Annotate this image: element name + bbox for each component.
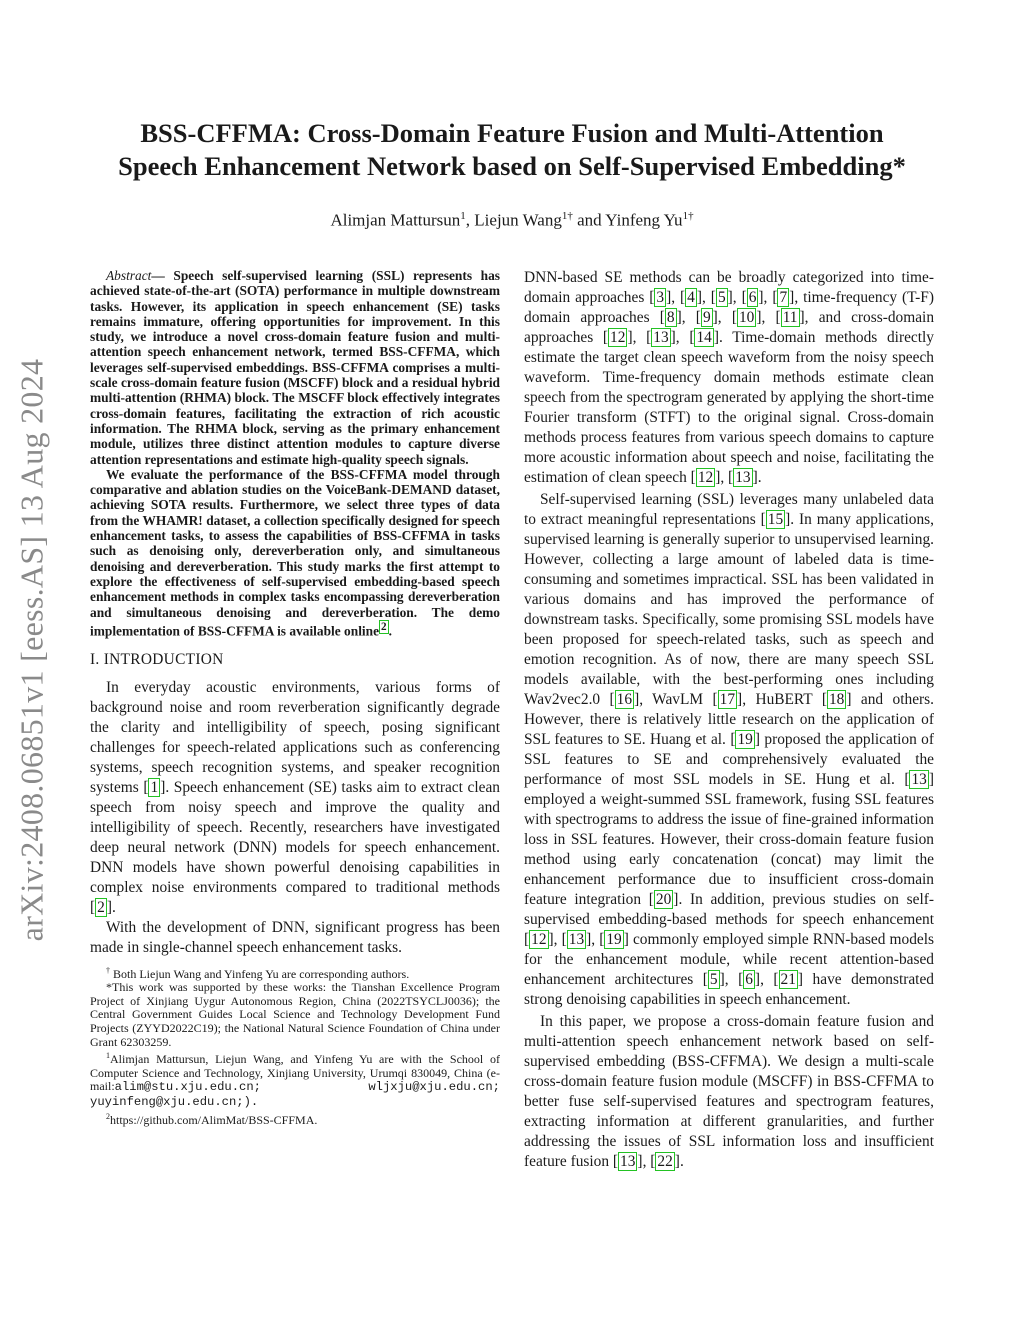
sep: , — [642, 1153, 651, 1170]
intro-paragraph-2: With the development of DNN, significant progress has been made in single-channel speech enhancement tasks. — [90, 918, 500, 956]
text: employed a weight-summed SSL framework, fusing SSL features with spectrograms to address the issue of fine-grained information loss in SSL features. However, their cross-domain feature fusion method using early concatenation (concat) may limit the enhancement performance due to insufficient cross-domain feature integration — [524, 791, 934, 908]
citation-link[interactable]: 13 — [568, 931, 585, 948]
citation-link[interactable]: 22 — [657, 1153, 673, 1170]
citation-link[interactable]: 14 — [696, 329, 712, 346]
author-2: , Liejun Wang — [465, 210, 562, 230]
sep: , — [717, 309, 732, 326]
citation-link[interactable]: 9 — [702, 309, 711, 326]
citation-link[interactable]: 3 — [656, 289, 665, 306]
section-heading-introduction: I. INTRODUCTION — [90, 650, 224, 668]
citation-link[interactable]: 21 — [780, 971, 796, 988]
github-link[interactable]: https://github.com/AlimMat/BSS-CFFMA. — [110, 1112, 318, 1127]
sep: , — [761, 309, 776, 326]
citation-link[interactable]: 7 — [779, 289, 788, 306]
body-paragraph-ssl: Self-supervised learning (SSL) leverages many unlabeled data to extract meaningful representations [ 15 ]. In many applications, supervised learning is generally superior to unsupervised learning. However, collecting a large amount of labeled data is time-consuming and sometimes impractical. SSL has been validated in various domains and has improved the performance of downstream tasks. Specifically, some promising SSL models have been proposed for speech-related tasks, such as speech and emotion recognition. As of now, there are many speech SSL models available, with the best-performing ones including Wav2vec2.0 [ 16 ], WavLM [ 17 ], HuBERT [ 18 ] and others. However, there is relatively little research on the application of SSL features to SE. Huang et al. [ 19 ] proposed the application of SSL features to SE and comprehensively evaluated the performance of most SSL models in SE. Hung et al. [ 13 ] employed a weight-summed SSL framework, fusing SSL features with spectrograms to address the issue of fine-grained information loss in SSL features. However, their cross-domain feature fusion method using early concatenation (concat) may limit the enhancement performance due to insufficient cross-domain feature integration [ 20 ]. In addition, previous studies on self-supervised embedding-based methods for speech enhancement [ 12 ], [ 13 ], [ 19 ] commonly employed simple RNN-based models for the enhancement module, while recent attention-based enhancement architectures [ 5 ], [ 6 ], [ 21 ] have demonstrated strong denoising capabilities in speech enhancement. — [524, 491, 934, 1008]
arxiv-identifier[interactable]: arXiv:2408.06851v1 [eess.AS] 13 Aug 2024 — [13, 358, 50, 942]
footnote-corresponding — [90, 964, 500, 982]
citation-link[interactable]: 4 — [687, 289, 695, 306]
text: Alimjan Mattursun, Liejun Wang, and Yinfeng Yu are with the School of Computer Science and Technology, Xinjiang University, Urumqi 830049, China (e-mail: — [90, 1052, 500, 1094]
footnote-link-2[interactable]: 2 — [381, 620, 387, 633]
citation-link[interactable]: 13 — [911, 771, 927, 788]
citation-link[interactable]: 6 — [748, 289, 757, 306]
footnote-url — [90, 1110, 500, 1128]
email-addresses[interactable]: alim@stu.xju.edu.cn; wljxju@xju.edu.cn; yuyinfeng@xju.edu.cn;). — [90, 1080, 500, 1109]
text: . In addition, previous studies on self-supervised embedding-based methods for speech enhancement — [524, 891, 934, 928]
footnote-mark: 1 — [106, 1051, 110, 1061]
intro-paragraph-1: In everyday acoustic environments, various forms of background noise and room reverberation significantly degrade the clarity and intelligibility of speech, posing significant challenges for speech-related applications such as conferencing systems, speech recognition systems, and speaker recognition systems [ 1 ]. Speech enhancement (SE) tasks aim to extract clean speech from noisy speech and improve the quality and intelligibility of speech. Recently, researchers have investigated deep neural network (DNN) models for speech enhancement. DNN models have shown powerful denoising capabilities in complex noise environments compared to traditional methods [ 2 ]. — [90, 678, 500, 916]
sep: , — [720, 469, 729, 486]
text: , and cross-domain approaches — [524, 309, 935, 346]
citation-link[interactable]: 18 — [828, 691, 845, 708]
citation-link[interactable]: 15 — [767, 511, 784, 528]
text: . In many applications, supervised learning is generally superior to unsupervised learning. However, collecting a large amount of labeled data is time-consuming and sometimes impractical. SSL has been validated in various domains and has improved the performance of downstream tasks. Specifically, some promising SSL models have been proposed for speech-related tasks, such as speech and emotion recognition. As of now, there are many speech SSL models available, with the best-performing ones including Wav2vec2.0 — [524, 511, 934, 708]
text: , HuBERT — [742, 691, 822, 708]
text: . — [111, 898, 116, 916]
text: . — [757, 469, 762, 486]
text: proposed the application of SSL features to SE and comprehensively evaluated the performance of most SSL models in SE. Hung et al. — [524, 731, 934, 788]
citation-link[interactable]: 13 — [735, 469, 751, 486]
body-paragraph-proposal: In this paper, we propose a cross-domain feature fusion and multi-attention speech enhancement network based on self-supervised embedding (BSS-CFFMA). We design a multi-scale cross-domain feature fusion module (MSCFF) in BSS-CFFMA to better fuse self-supervised features and spectrogram features, extracting information at different granularities, and further addressing the issues of SSL information loss and insufficient feature fusion [ 13 ], [ 22 ]. — [524, 1013, 934, 1170]
sep: , — [763, 289, 773, 306]
text: and others. However, there is relatively little research on the application of SSL features to SE. Huang et al. — [524, 691, 934, 748]
citation-link[interactable]: 8 — [666, 309, 675, 326]
author-1: Alimjan Mattursun — [330, 210, 461, 230]
citation-link[interactable]: 6 — [745, 971, 753, 988]
citation-link[interactable]: 17 — [719, 691, 736, 708]
citation-link[interactable]: 13 — [653, 329, 669, 346]
author-2-affiliation: 1† — [561, 210, 573, 222]
dagger: † — [106, 965, 110, 975]
text: In this paper, we propose a cross-domain feature fusion and multi-attention speech enhancement network based on self-supervised embedding (BSS-CFFMA). We design a multi-scale cross-domain feature fusion module (MSCFF) in BSS-CFFMA to better fuse self-supervised features and spectrogram features, extracting information at different granularities, and further addressing the issues of SSL information loss and insufficient feature fusion — [524, 1013, 934, 1170]
sep: , — [724, 971, 739, 988]
right-column — [524, 268, 934, 1172]
abstract-text-2: We evaluate the performance of the BSS-CFFMA model through comparative and ablation studies on the VoiceBank-DEMAND dataset, achieving SOTA results. Furthermore, we select three types of data from the WHAMR! dataset, a collection specifically designed for speech enhancement tasks, to assess the capabilities of BSS-CFFMA in tasks such as denoising only, dereverberation only, and simultaneous denoising and dereverberation. This study marks the first attempt to explore the effectiveness of self-supervised embedding-based speech enhancement methods in complex tasks encompassing dereverberation and simultaneous denoising and dereverberation. The demo implementation of BSS-CFFMA is available online — [90, 466, 500, 639]
abstract-dash: — — [151, 268, 174, 283]
abstract-label: Abstract — [106, 268, 152, 283]
sep: , — [553, 931, 562, 948]
text: , WavLM — [639, 691, 713, 708]
footnotes — [90, 964, 500, 1128]
citation-link[interactable]: 5 — [717, 289, 726, 306]
citation-link[interactable]: 1 — [150, 778, 159, 796]
citation-link[interactable]: 10 — [738, 309, 755, 326]
citation-link[interactable]: 12 — [610, 329, 626, 346]
paper-title — [100, 117, 924, 183]
abstract-paragraph-2 — [90, 467, 500, 639]
text: . Time-domain methods directly estimate the target clean speech waveform from the noisy speech waveform. Time-frequency domain methods estimate clean speech from the spectrogram generated by applying the short-time Fourier transform (STFT) to the original signal. Cross-domain methods process features from various speech domains to capture more acoustic information about speech and noise, facilitating the estimation of clean speech — [524, 329, 934, 486]
citation-link[interactable]: 19 — [606, 931, 622, 948]
sep: , — [671, 289, 681, 306]
period: . — [388, 623, 392, 639]
sep: , — [732, 289, 742, 306]
sep: , — [681, 309, 696, 326]
footnote-mark: 2 — [106, 1111, 110, 1121]
author-1-affiliation: 1 — [460, 210, 466, 222]
citation-link[interactable]: 2 — [97, 898, 105, 916]
sep: , — [760, 971, 774, 988]
text: . Speech enhancement (SE) tasks aim to extract clean speech from noisy speech and improve the quality and intelligibility of speech. Recently, researchers have investigated deep neural network (DNN) models for speech enhancement. DNN models have shown powerful denoising capabilities in complex noise environments compared to traditional methods — [90, 778, 500, 896]
left-column — [90, 268, 500, 1127]
text: Self-supervised learning (SSL) leverages many unlabeled data to extract meaningful representations — [524, 491, 934, 528]
text: Both Liejun Wang and Yinfeng Yu are corresponding authors. — [110, 966, 410, 981]
author-3: and Yinfeng Yu — [572, 210, 683, 230]
body-paragraph-categories: DNN-based SE methods can be broadly categorized into time-domain approaches [ 3 ], [ 4 ], [ 5 ], [ 6 ], [ 7 ], time-frequency (T-F) domain approaches [ 8 ], [ 9 ], [ 10 ], [ 11 ], and cross-domain approaches [ 12 ], [ 13 ], [ 14 ]. Time-domain methods directly estimate the target clean speech waveform from the noisy speech waveform. Time-frequency domain methods estimate clean speech from the spectrogram generated by applying the short-time Fourier transform (STFT) to the original signal. Cross-domain methods process features from various speech domains to capture more acoustic information about speech and noise, facilitating the estimation of clean speech [ 12 ], [ 13 ]. — [524, 269, 935, 486]
author-3-affiliation: 1† — [682, 210, 694, 222]
citation-link[interactable]: 12 — [531, 931, 547, 948]
citation-link[interactable]: 20 — [655, 891, 672, 908]
citation-link[interactable]: 13 — [620, 1153, 636, 1170]
sep: , — [591, 931, 600, 948]
sep: , — [702, 289, 711, 306]
text: DNN-based SE methods can be broadly categorized into time-domain approaches — [524, 269, 934, 306]
text: In everyday acoustic environments, various forms of background noise and room reverberation significantly degrade the clarity and intelligibility of speech, posing significant challenges for speech-related applications such as conferencing systems, speech recognition systems, and speaker recognition systems — [90, 678, 500, 796]
abstract-text-1: Speech self-supervised learning (SSL) represents has achieved state-of-the-art (SOTA) performance in multiple downstream tasks. However, its application in speech enhancement (SE) tasks remains immature, offering opportunities for improvement. In this study, we introduce a novel cross-domain feature fusion and multi-attention speech enhancement network, termed BSS-CFFMA, which leverages self-supervised embeddings. BSS-CFFMA comprises a multi-scale cross-domain feature fusion (MSCFF) block and a residual hybrid multi-attention (RHMA) block. The MSCFF block effectively integrates cross-domain features, facilitating the extraction of rich acoustic information. The RHMA block, serving as the primary enhancement module, utilizes three distinct attention modules to capture diverse attention representations and estimate high-quality speech signals. — [90, 268, 500, 467]
title-line-2: Speech Enhancement Network based on Self-Supervised Embedding* — [118, 151, 906, 181]
footnote-funding: *This work was supported by these works: the Tianshan Excellence Program Project of Xinjiang Uygur Autonomous Region, China (2022TSYCLJ0036); the Central Government Guides Local Science and Technology Development Fund Projects (ZYYD2022C19); the National Natural Science Foundation of China under Grant 62303259. — [90, 980, 500, 1049]
sep: , — [675, 329, 690, 346]
sep: , — [632, 329, 647, 346]
citation-link[interactable]: 11 — [782, 309, 798, 326]
author-list — [100, 210, 924, 231]
text: commonly employed simple RNN-based models for the enhancement module, while recent attention-based enhancement architectures — [524, 931, 934, 988]
text: have demonstrated strong denoising capabilities in speech enhancement. — [524, 971, 934, 1008]
abstract-paragraph-1 — [90, 268, 500, 467]
citation-link[interactable]: 12 — [697, 469, 714, 486]
citation-link[interactable]: 19 — [737, 731, 753, 748]
text: , time-frequency (T-F) domain approaches — [524, 289, 934, 326]
arxiv-side-label — [12, 340, 52, 960]
citation-link[interactable]: 16 — [616, 691, 633, 708]
citation-link[interactable]: 5 — [709, 971, 718, 988]
footnote-affiliation — [90, 1049, 500, 1109]
title-line-1: BSS-CFFMA: Cross-Domain Feature Fusion and Multi-Attention — [140, 118, 884, 148]
text: . — [679, 1153, 684, 1170]
